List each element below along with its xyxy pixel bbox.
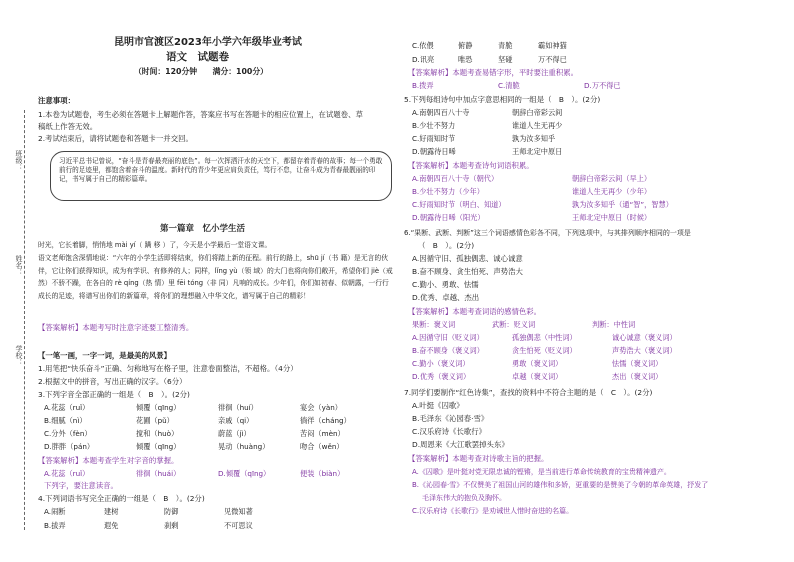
q4-a-4: 见微知著 <box>224 507 253 516</box>
section-1-title: 【一笔一画，一字一词，是最美的风景】 <box>38 351 172 360</box>
q6-explain-a <box>412 333 677 343</box>
q5-ex-a-2: 朝辞白帝彩云间（早上） <box>572 174 652 183</box>
q5-ex-d-2: 王师北定中原日（时候） <box>572 213 652 222</box>
q6-head-3: 判断：中性词 <box>592 320 636 329</box>
q6-analysis: 【答案解析】本题考查词语的感情色彩。 <box>408 307 542 316</box>
q4-a-2: 建树 <box>104 507 119 516</box>
notice-line-1: 1.本卷为试题卷，考生必须在答题卡上解题作答，答案应书写在答题卡的相应位置上，在试题卷、草 <box>38 110 363 119</box>
q5-explain-b <box>412 187 651 197</box>
q6-ex-a-2: 孤独偶悲（中性词） <box>512 333 577 342</box>
q6-ex-c-1: C.勤小（褒义词） <box>412 359 470 368</box>
q6-explain-d <box>412 372 662 382</box>
q4-corrections <box>412 81 621 91</box>
q3-corr-2: 徘徊（huái） <box>136 469 181 478</box>
q5-row-d <box>412 147 562 157</box>
notice-line-3: 2.考试结束后，请将试题卷和答题卡一并交回。 <box>38 134 193 143</box>
q3-b-1: B.细腻（nì） <box>44 416 87 425</box>
q3-c-3: 蔚蓝（jì） <box>218 429 251 438</box>
q6-ex-b-1: B.奋不顾身（褒义词） <box>412 346 484 355</box>
q3-analysis: 【答案解析】本题考查学生对字音的掌握。 <box>38 456 179 465</box>
q6-ex-d-2: 卓越（褒义词） <box>512 372 563 381</box>
q3-c-4: 苦闷（mèn） <box>300 429 345 438</box>
exam-meta: （时间：120分钟 满分：100分） <box>134 67 268 76</box>
q3-c-1: C.分外（fèn） <box>44 429 92 438</box>
q4-corr-2: C.清脆 <box>498 81 520 90</box>
q4-d-3: 坚碰 <box>498 55 513 64</box>
name-label: 姓名： <box>15 255 23 276</box>
q6-option-a: A.因循守旧、孤独偶悲、诚心诚意 <box>412 254 523 263</box>
exam-title: 昆明市官渡区2023年小学六年级毕业考试 <box>114 37 302 48</box>
q4-corr-1: B.拨弄 <box>412 81 434 90</box>
q3-corr-1: A.花蕊（ruǐ） <box>44 469 90 478</box>
chapter-paragraph-2: 语文老师饱含深情地说：“六年的小学生活即将结束，你们将踏上新的征程。前行的路上，shū jí（书 籍）是无言的伙伴，它让你们获得知识，成为有学识、有修养的人；同样，lǐng yù（领 域）的大门也将向你们敞开，希望你们 jiè（戒 然）不骄不躁，在各自的 rè qíng（热 情）里 fēi tóng（非 同）凡响的成长。少年们，你们如初春、似朝露，一行行成长的足迹，将谱写出你们的新篇章，将你们的理想融入中华文化，谱写属于自己的精彩！ <box>38 254 393 300</box>
q5-b-2: 谁道人生无再少 <box>512 121 563 130</box>
q3-row-d <box>44 442 344 452</box>
q5-c-2: 孰为汝多知乎 <box>512 134 556 143</box>
q5-analysis: 【答案解析】本题考查诗句词语积累。 <box>408 161 534 170</box>
q5-ex-c-2: 孰为汝多知乎（通“智”，智慧） <box>572 200 673 209</box>
intro-box <box>50 151 392 201</box>
q6-ex-d-1: D.优秀（褒义词） <box>412 372 471 381</box>
q5-b-1: B.少壮不努力 <box>412 121 456 130</box>
q6-ex-b-3: 声势浩大（褒义词） <box>612 346 677 355</box>
class-label: 班级： <box>15 150 23 171</box>
q6-explain-head <box>412 320 635 330</box>
q3-b-2: 花圃（pǔ） <box>136 416 174 425</box>
q7-option-c: C.汉乐府诗《长歌行》 <box>412 427 487 436</box>
q7-option-b: B.毛泽东《沁园春·雪》 <box>412 414 489 423</box>
q4-row-d <box>412 55 567 65</box>
question-3: 3.下列字音全部正确的一组是（ B ）。(2分) <box>38 390 190 399</box>
q7-analysis: 【答案解析】本题考查对诗歌主旨的把握。 <box>408 454 549 463</box>
q5-ex-b-2: 谁道人生无再少（少年） <box>572 187 652 196</box>
q6-explain-b <box>412 346 677 356</box>
question-6-line-2: （ B ）。(2分) <box>418 241 475 250</box>
q7-option-d: D.周恩来《大江歌罢掉头东》 <box>412 440 509 449</box>
q5-ex-a-1: A.南朝四百八十寺（朝代） <box>412 174 499 183</box>
q3-row-a <box>44 403 342 413</box>
q5-row-a <box>412 108 562 118</box>
q4-row-a <box>44 507 253 517</box>
question-7: 7.同学们要制作“红色诗集”，查找的资料中不符合主题的是（ C ）。(2分) <box>404 388 653 397</box>
question-1: 1.用笔把“快乐奋斗”正确、匀称地写在格子里，注意卷面整洁，不超格。（4分） <box>38 364 298 373</box>
q5-row-b <box>412 121 562 131</box>
q7-option-a: A.叶挺《囚歌》 <box>412 401 464 410</box>
q7-explain-c: C.汉乐府诗《长歌行》是劝诫世人惜时奋进的名篇。 <box>412 507 574 515</box>
q4-c-4: 霸如神猫 <box>538 41 567 50</box>
q5-ex-b-1: B.少壮不努力（少年） <box>412 187 484 196</box>
q4-row-c <box>412 41 567 51</box>
q5-d-1: D.朝露待日晞 <box>412 147 456 156</box>
q3-d-1: D.胖胖（pán） <box>44 442 95 451</box>
q7-explain-b-cont: 毛泽东伟大的抱负及胸怀。 <box>422 494 506 502</box>
q3-note: 下列字，要注意读音。 <box>44 481 118 490</box>
q4-a-1: A.闹断 <box>44 507 66 516</box>
q3-d-2: 倾覆（qīng） <box>136 442 181 451</box>
chapter-paragraph-1: 时光，它长着脚，悄悄地 mài yí（ 蹒 移 ）了，今天是小学最后一堂语文课。 <box>38 241 272 249</box>
q4-d-1: D.讯亮 <box>412 55 435 64</box>
q7-explain-b: B.《沁园春·雪》不仅赞美了祖国山河的雄伟和多娇，更重要的是赞美了今朝的革命英雄，抒发了 <box>412 481 709 489</box>
q6-ex-c-3: 怯懦（褒义词） <box>612 359 663 368</box>
intro-text: 习近平总书记曾说，“奋斗是青春最亮丽的底色”。每一次挥洒汗水的天空下，都留存着青春的故事；每一个勇敢前行的足迹里，都饱含着奋斗的温度。新时代的青少年更应肩负责任，笃行不怠，让奋斗成为青春最靓丽的印记，书写属于自己的精彩篇章。 <box>59 157 383 183</box>
notice-line-2: 稿纸上作答无效。 <box>38 122 98 131</box>
question-5: 5.下列每组诗句中加点字意思相同的一组是（ B ）。(2分) <box>404 95 601 104</box>
q6-ex-b-2: 贪生怕死（贬义词） <box>512 346 577 355</box>
q3-b-3: 亲戚（qi） <box>218 416 254 425</box>
question-6: 6.“果断、武断、判断”这三个词语感情色彩各不同，下列选项中，与其排列顺序相同的一项是 <box>404 229 691 237</box>
q6-head-2: 武断：贬义词 <box>492 320 536 329</box>
q5-c-1: C.好雨知时节 <box>412 134 456 143</box>
q5-d-2: 王师北定中原日 <box>512 147 563 156</box>
q4-c-2: 俯静 <box>458 41 473 50</box>
cut-line <box>24 110 25 530</box>
q3-row-b <box>44 416 351 426</box>
q5-a-2: 朝辞白帝彩云间 <box>512 108 563 117</box>
q3-d-4: 吻合（wěn） <box>300 442 344 451</box>
q5-explain-c <box>412 200 673 210</box>
q5-explain-d <box>412 213 651 223</box>
q5-row-c <box>412 134 555 144</box>
q3-corr-3: D.倾覆（qīng） <box>218 469 271 478</box>
q4-d-4: 万不得已 <box>538 55 567 64</box>
q7-explain-a: A.《囚歌》是叶挺对党无限忠诚的铿锵，是当前进行革命传统教育的宝贵精神遗产。 <box>412 468 671 476</box>
q5-ex-d-1: D.朝露待日晞（阳光） <box>412 213 485 222</box>
q3-row-c <box>44 429 345 439</box>
q4-b-2: 遐免 <box>104 521 119 530</box>
q3-d-3: 晃动（huàng） <box>218 442 270 451</box>
q6-ex-d-3: 杰出（褒义词） <box>612 372 663 381</box>
q3-a-1: A.花蕊（ruǐ） <box>44 403 90 412</box>
notice-heading: 注意事项： <box>38 96 75 105</box>
chapter-title: 第一篇章 忆小学生活 <box>160 224 246 234</box>
q4-a-3: 防御 <box>164 507 179 516</box>
chapter-analysis: 【答案解析】本题考写时注意字迹要工整清秀。 <box>38 323 194 332</box>
q6-option-d: D.优秀、卓越、杰出 <box>412 293 480 302</box>
q4-corr-3: D.万不得已 <box>584 81 621 90</box>
q3-b-4: 徜徉（cháng） <box>300 416 351 425</box>
q4-b-4: 不可思议 <box>224 521 253 530</box>
q4-b-3: 刹剩 <box>164 521 179 530</box>
q6-option-b: B.奋不顾身、贪生怕死、声势浩大 <box>412 267 523 276</box>
q3-corr-4: 便装（biàn） <box>300 469 345 478</box>
q5-ex-c-1: C.好雨知时节（明白、知道） <box>412 200 506 209</box>
q5-a-1: A.南朝四百八十寺 <box>412 108 470 117</box>
binding-margin <box>0 110 34 530</box>
q6-explain-c <box>412 359 662 369</box>
q6-ex-c-2: 勇敢（褒义词） <box>512 359 563 368</box>
q4-c-1: C.依偎 <box>412 41 434 50</box>
q3-c-2: 搅和（huò） <box>136 429 179 438</box>
q6-ex-a-1: A.因循守旧（贬义词） <box>412 333 484 342</box>
q3-a-4: 宴会（yàn） <box>300 403 342 412</box>
q3-corrections <box>44 469 344 479</box>
q4-d-2: 唯恐 <box>458 55 473 64</box>
question-4: 4.下列词语书写完全正确的一组是（ B ）。(2分) <box>38 494 205 503</box>
q4-row-b <box>44 521 253 531</box>
q6-ex-a-3: 诚心诚意（褒义词） <box>612 333 677 342</box>
q5-explain-a <box>412 174 651 184</box>
q3-a-3: 徘徊（huí） <box>218 403 258 412</box>
q4-b-1: B.拔弄 <box>44 521 66 530</box>
school-label: 学校： <box>15 345 23 366</box>
exam-subject: 语文 试题卷 <box>166 51 229 63</box>
q6-option-c: C.勤小、勇敢、怯懦 <box>412 280 479 289</box>
q4-c-3: 青脆 <box>498 41 513 50</box>
q3-a-2: 倾覆（qīng） <box>136 403 181 412</box>
q4-analysis: 【答案解析】本题考查易错字形，平时要注重积累。 <box>408 68 578 77</box>
q6-head-1: 果断：褒义词 <box>412 320 456 329</box>
question-2: 2.根据文中的拼音，写出正确的汉字。（6分） <box>38 377 187 386</box>
